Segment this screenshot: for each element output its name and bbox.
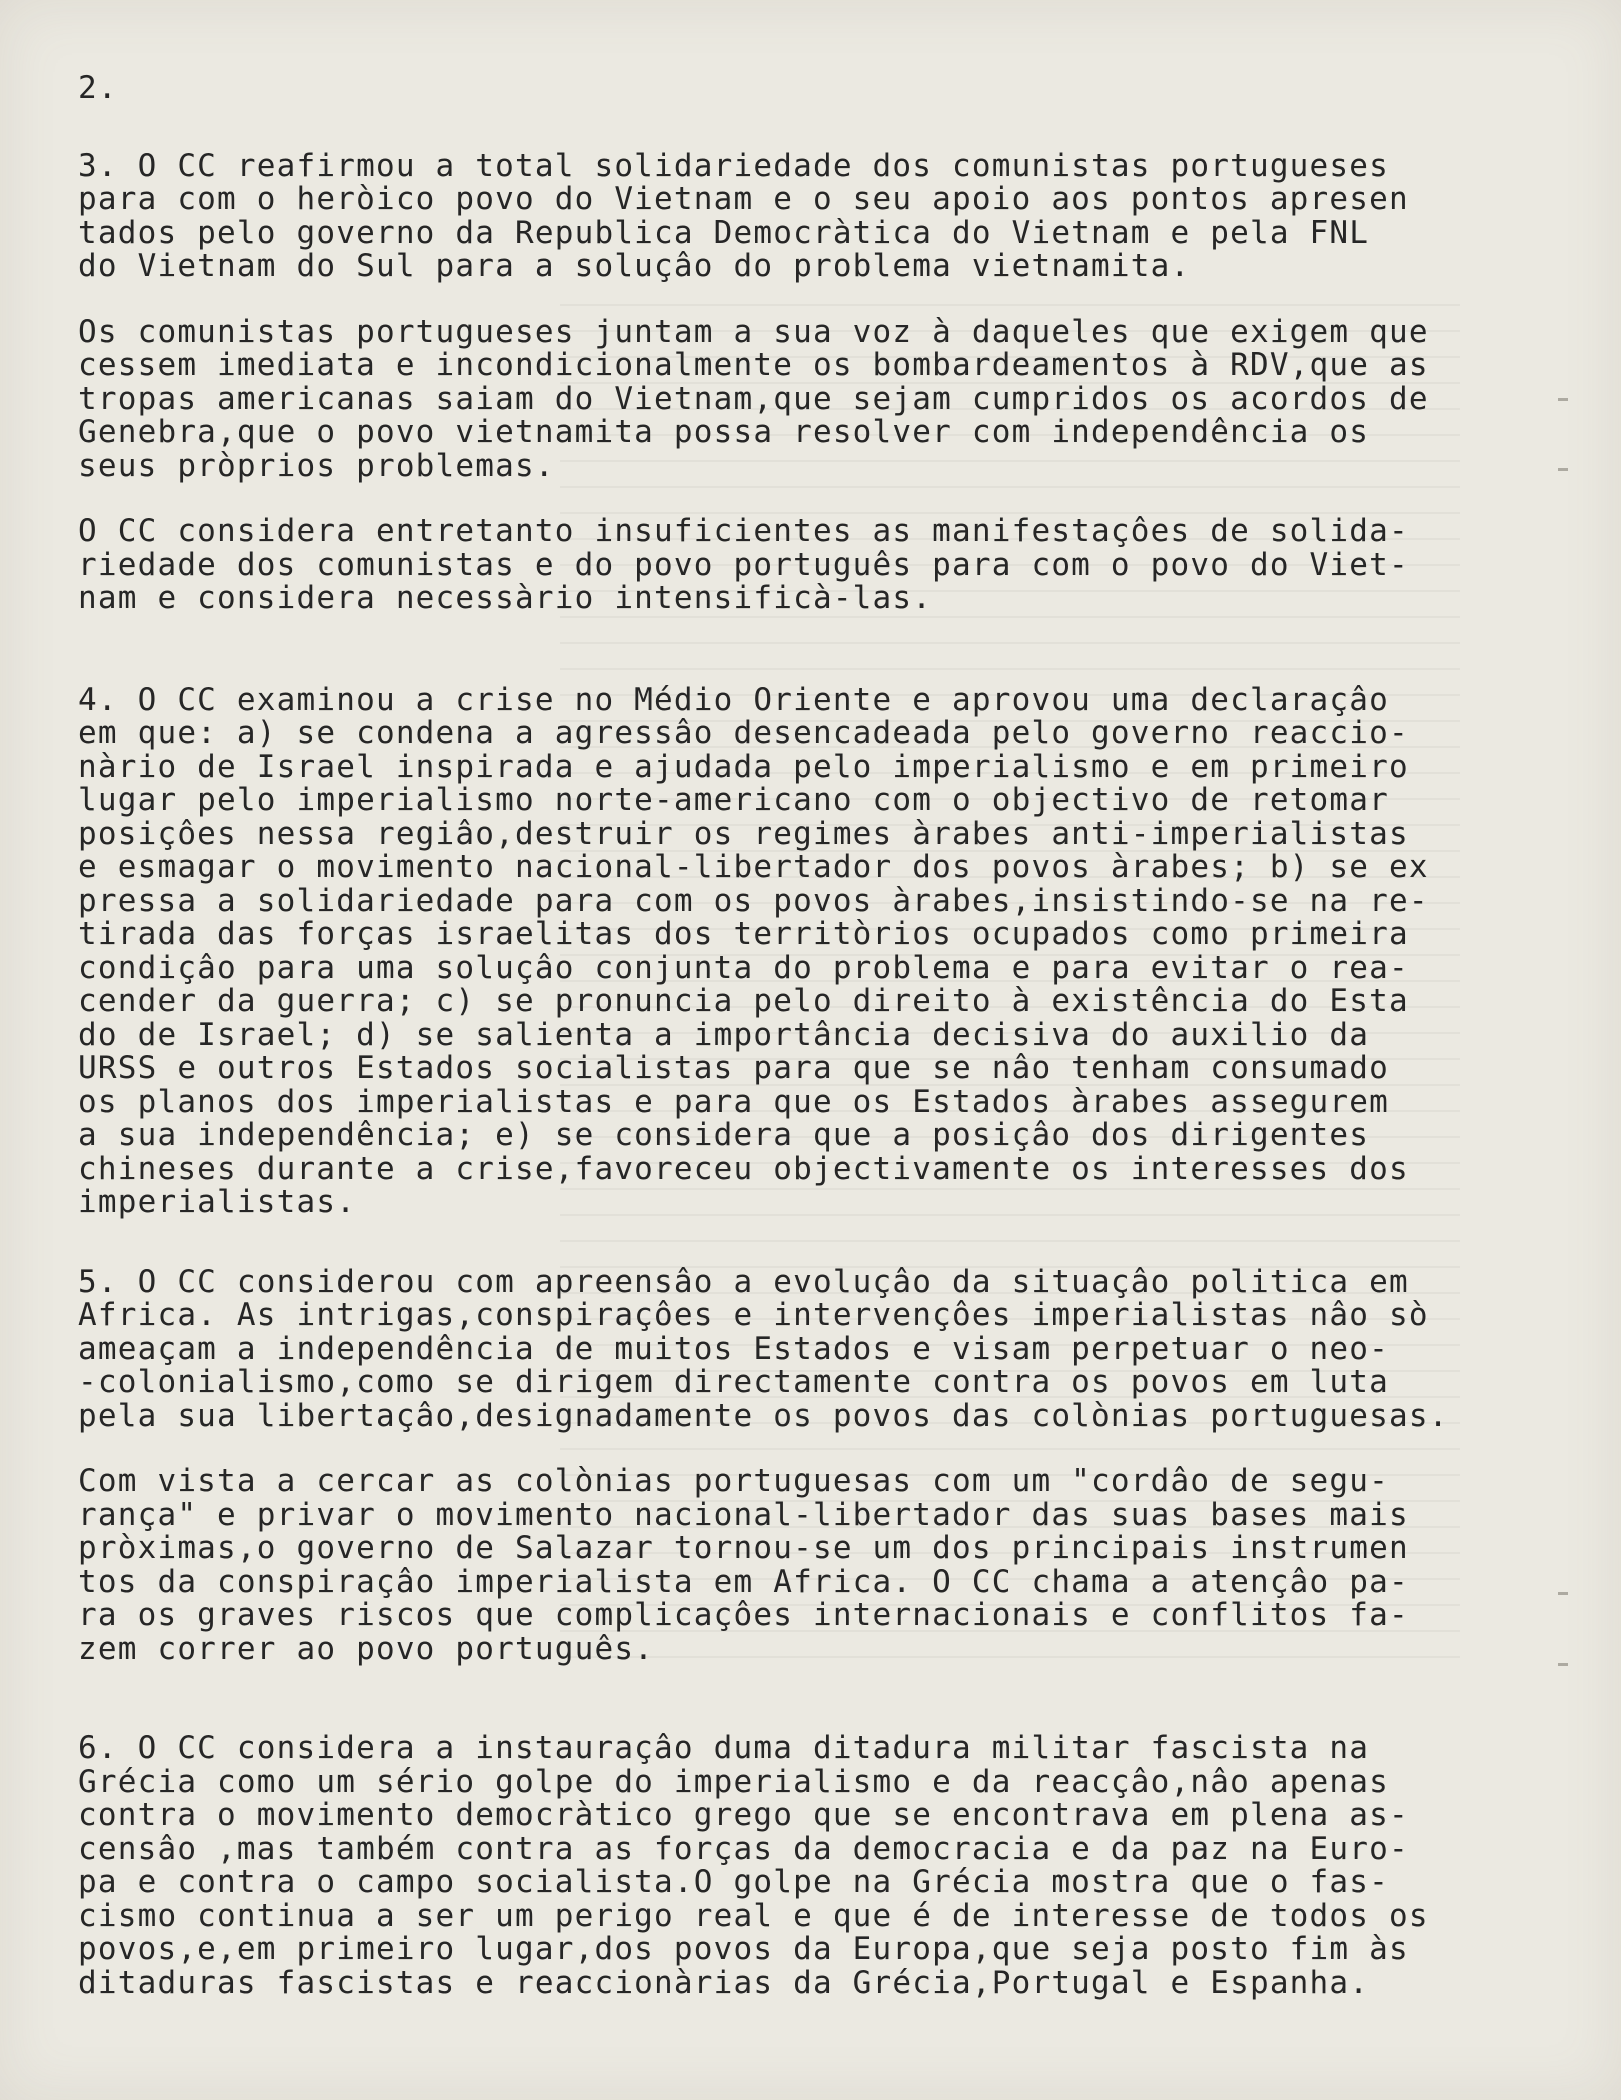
text-line: em que: a) se condena a agressâo desencadeada pelo governo reaccio- bbox=[78, 715, 1409, 751]
paragraph-3-solidarity bbox=[78, 515, 1418, 616]
text-line: cender da guerra; c) se pronuncia pelo direito à existência do Esta bbox=[78, 983, 1409, 1019]
text-line: pròximas,o governo de Salazar tornou-se um dos principais instrumen bbox=[78, 1530, 1409, 1566]
text-line: tropas americanas saiam do Vietnam,que sejam cumpridos os acordos de bbox=[78, 380, 1429, 417]
text-line: a sua independência; e) se considera que a posiçâo dos dirigentes bbox=[78, 1117, 1370, 1153]
text-line: 3. O CC reafirmou a total solidariedade dos comunistas portugueses bbox=[78, 147, 1389, 184]
paragraph-gap bbox=[78, 1220, 1418, 1266]
text-line: para com o heròico povo do Vietnam e o seu apoio aos pontos apresen bbox=[78, 181, 1409, 217]
paragraph-gap bbox=[78, 1433, 1418, 1465]
text-line: ra os graves riscos que complicaçôes internacionais e conflitos fa- bbox=[78, 1597, 1409, 1633]
text-line: zem correr ao povo português. bbox=[78, 1630, 655, 1667]
text-line: contra o movimento democràtico grego que se encontrava em plena as- bbox=[78, 1797, 1409, 1833]
text-line: censâo ,mas também contra as forças da democracia e da paz na Euro- bbox=[78, 1830, 1409, 1867]
margin-mark bbox=[1558, 1663, 1568, 1666]
paragraph-5-colonies bbox=[78, 1465, 1418, 1666]
text-line: pela sua libertaçâo,designadamente os povos das colònias portuguesas. bbox=[78, 1397, 1449, 1434]
text-line: chineses durante a crise,favoreceu objectivamente os interesses dos bbox=[78, 1150, 1409, 1187]
text-line: URSS e outros Estados socialistas para que se nâo tenham consumado bbox=[78, 1050, 1389, 1086]
text-line: nàrio de Israel inspirada e ajudada pelo imperialismo e em primeiro bbox=[78, 748, 1409, 785]
text-line: pa e contra o campo socialista.O golpe na Grécia mostra que o fas- bbox=[78, 1864, 1389, 1900]
document-body bbox=[78, 70, 1449, 2001]
text-line: condiçâo para uma soluçâo conjunta do problema e para evitar o rea- bbox=[78, 949, 1409, 986]
paragraph-3-demands bbox=[78, 313, 1429, 484]
text-line: Com vista a cercar as colònias portuguesas com um "cordâo de segu- bbox=[78, 1463, 1389, 1499]
text-line: do Vietnam do Sul para a soluçâo do problema vietnamita. bbox=[78, 248, 1191, 284]
text-line: cessem imediata e incondicionalmente os bombardeamentos à RDV,que as bbox=[78, 347, 1429, 383]
text-line: imperialistas. bbox=[78, 1184, 357, 1220]
margin-mark bbox=[1558, 468, 1568, 471]
text-line: tirada das forças israelitas dos territòrios ocupados como primeira bbox=[78, 916, 1409, 952]
text-line: Os comunistas portugueses juntam a sua voz à daqueles que exigem que bbox=[78, 313, 1429, 350]
text-line: povos,e,em primeiro lugar,dos povos da Europa,que seja posto fim às bbox=[78, 1931, 1409, 1967]
paragraph-gap bbox=[78, 616, 1418, 684]
paragraph-gap bbox=[78, 1666, 1418, 1732]
text-line: ameaçam a independência de muitos Estados e visam perpetuar o neo- bbox=[78, 1330, 1389, 1367]
text-line: O CC considera entretanto insuficientes as manifestaçôes de solida- bbox=[78, 513, 1409, 549]
text-line: Africa. As intrigas,conspiraçôes e intervençôes imperialistas nâo sò bbox=[78, 1297, 1429, 1333]
text-line: 6. O CC considera a instauraçâo duma ditadura militar fascista na bbox=[78, 1730, 1370, 1766]
text-line: 5. O CC considerou com apreensâo a evoluçâo da situaçâo politica em bbox=[78, 1263, 1409, 1300]
text-line: ditaduras fascistas e reaccionàrias da Grécia,Portugal e Espanha. bbox=[78, 1964, 1370, 2001]
text-line: Genebra,que o povo vietnamita possa resolver com independência os bbox=[78, 414, 1370, 450]
text-line: os planos dos imperialistas e para que os Estados àrabes assegurem bbox=[78, 1083, 1389, 1120]
paragraph-6-greece bbox=[78, 1730, 1429, 2001]
text-line: rança" e privar o movimento nacional-libertador das suas bases mais bbox=[78, 1496, 1409, 1533]
text-line: -colonialismo,como se dirigem directamente contra os povos em luta bbox=[78, 1364, 1389, 1400]
paragraph-gap bbox=[78, 483, 1418, 515]
text-line: seus pròprios problemas. bbox=[78, 447, 555, 484]
text-line: riedade dos comunistas e do povo português para com o povo do Viet- bbox=[78, 546, 1409, 583]
paragraph-4-middle-east bbox=[78, 681, 1429, 1220]
text-line: pressa a solidariedade para com os povos àrabes,insistindo-se na re- bbox=[78, 882, 1429, 919]
text-line: tados pelo governo da Republica Democràtica do Vietnam e pela FNL bbox=[78, 214, 1370, 251]
text-line: cismo continua a ser um perigo real e que é de interesse de todos os bbox=[78, 1897, 1429, 1934]
page-number: 2. bbox=[78, 70, 118, 106]
text-line: e esmagar o movimento nacional-libertador dos povos àrabes; b) se ex bbox=[78, 849, 1429, 885]
text-line: posiçôes nessa regiâo,destruir os regimes àrabes anti-imperialistas bbox=[78, 815, 1409, 852]
text-line: lugar pelo imperialismo norte-americano com o objectivo de retomar bbox=[78, 782, 1389, 818]
text-line: 4. O CC examinou a crise no Médio Oriente e aprovou uma declaraçâo bbox=[78, 681, 1389, 718]
paragraph-3-vietnam bbox=[78, 147, 1418, 284]
margin-mark bbox=[1558, 1592, 1568, 1595]
text-line: do de Israel; d) se salienta a importância decisiva do auxilio da bbox=[78, 1016, 1370, 1053]
text-line: tos da conspiraçâo imperialista em Africa. O CC chama a atençâo pa- bbox=[78, 1563, 1409, 1600]
paragraph-5-africa bbox=[78, 1263, 1449, 1434]
text-line: Grécia como um sério golpe do imperialismo e da reacçâo,nâo apenas bbox=[78, 1763, 1389, 1800]
paragraph-gap bbox=[78, 284, 1418, 316]
margin-mark bbox=[1558, 398, 1568, 401]
text-line: nam e considera necessàrio intensificà-las. bbox=[78, 580, 933, 616]
